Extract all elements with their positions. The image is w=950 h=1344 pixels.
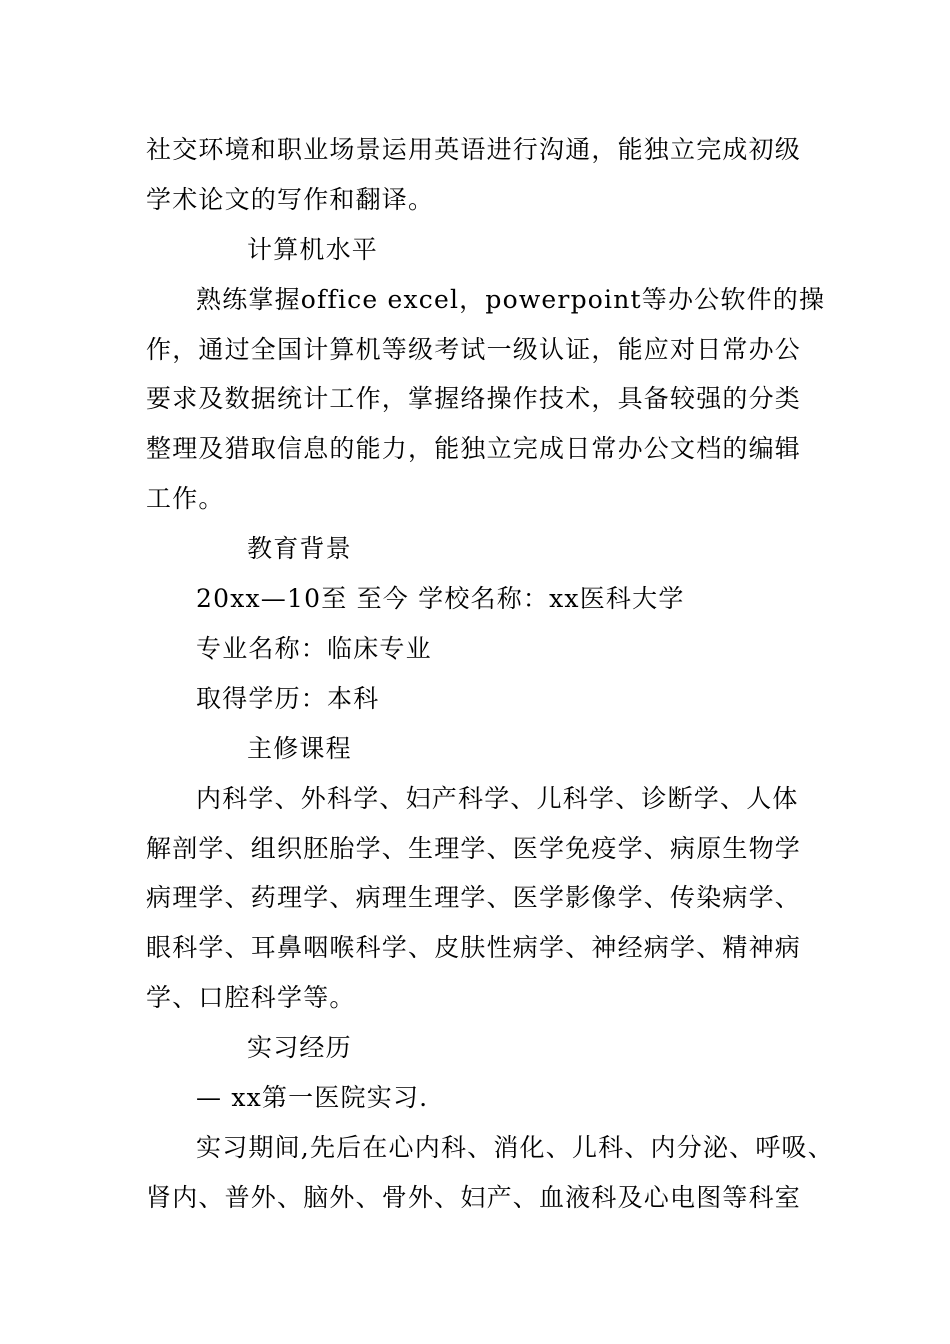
body-text-line: 眼科学、耳鼻咽喉科学、皮肤性病学、神经病学、精神病 — [146, 933, 802, 962]
education-school-line: 20xx—10至 至今 学校名称：xx医科大学 — [196, 584, 685, 613]
body-text-line: 要求及数据统计工作，掌握络操作技术，具备较强的分类 — [146, 384, 802, 413]
body-text-line: 社交环境和职业场景运用英语进行沟通，能独立完成初级 — [146, 135, 802, 164]
section-heading-education: 教育背景 — [247, 534, 352, 563]
body-text-line: 工作。 — [146, 484, 225, 513]
section-heading-computer: 计算机水平 — [247, 235, 379, 264]
section-heading-courses: 主修课程 — [247, 734, 352, 763]
section-heading-internship: 实习经历 — [247, 1033, 352, 1062]
body-text-line: 内科学、外科学、妇产科学、儿科学、诊断学、人体 — [196, 784, 799, 813]
body-text-line: 作，通过全国计算机等级考试一级认证，能应对日常办公 — [146, 335, 802, 364]
body-text-line: 整理及猎取信息的能力，能独立完成日常办公文档的编辑 — [146, 434, 802, 463]
education-degree-line: 取得学历：本科 — [196, 684, 380, 713]
internship-title-line: — xx第一医院实习. — [196, 1083, 429, 1112]
education-major-line: 专业名称：临床专业 — [196, 634, 432, 663]
body-text-line: 解剖学、组织胚胎学、生理学、医学免疫学、病原生物学 — [146, 834, 802, 863]
body-text-line: 病理学、药理学、病理生理学、医学影像学、传染病学、 — [146, 883, 802, 912]
body-text-line: 实习期间,先后在心内科、消化、儿科、内分泌、呼吸、 — [196, 1133, 834, 1162]
body-text-line: 肾内、普外、脑外、骨外、妇产、血液科及心电图等科室 — [146, 1183, 802, 1212]
body-text-line: 熟练掌握office excel，powerpoint等办公软件的操 — [196, 285, 826, 314]
body-text-line: 学、口腔科学等。 — [146, 983, 356, 1012]
body-text-line: 学术论文的写作和翻译。 — [146, 185, 435, 214]
